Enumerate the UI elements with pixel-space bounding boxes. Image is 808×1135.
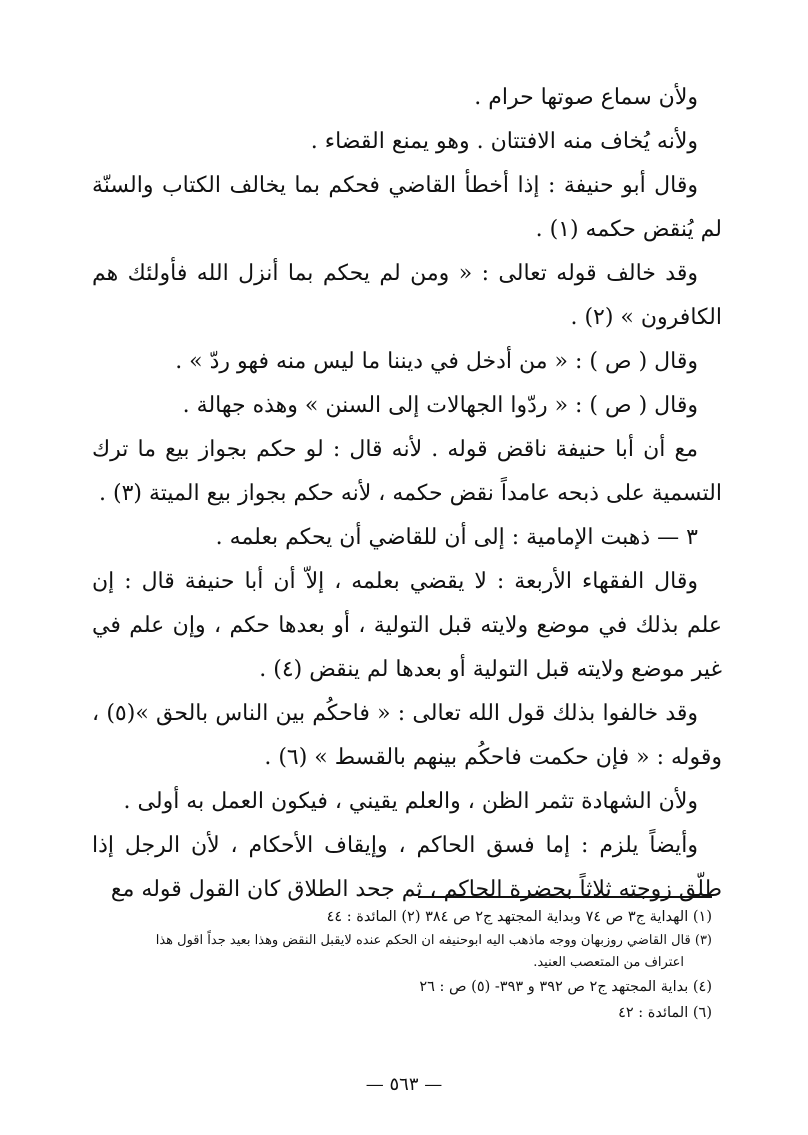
main-text	[92, 76, 722, 912]
footnote-3-continuation: اعتراف من المتعصب العنيد.	[533, 955, 684, 970]
footnote-3: (٣) قال القاضي روزبهان ووجه ماذهب اليه ابوحنيفه ان الحكم عنده لايقبل النقض وهذا بعيد جداً اقول هذا	[155, 933, 712, 948]
page-number: — ٥٦٣ —	[365, 1074, 443, 1095]
paragraph-11: ولأن الشهادة تثمر الظن ، والعلم يقيني ، فيكون العمل به أولى .	[123, 789, 698, 814]
paragraph-1: ولأن سماع صوتها حرام .	[474, 85, 698, 110]
paragraph-5: وقال ( ص ) : « من أدخل في ديننا ما ليس منه فهو ردّ » .	[175, 349, 698, 374]
paragraph-8: ٣ — ذهبت الإمامية : إلى أن للقاضي أن يحكم بعلمه .	[215, 525, 698, 550]
paragraph-9: وقال الفقهاء الأربعة : لا يقضي بعلمه ، إلاّ أن أبا حنيفة قال : إن علم بذلك في موضع ولايته قبل التولية ، أو بعدها حكم ، وإن علم في غير موضع ولايته قبل التولية أو بعدها لم ينقض (٤) .	[92, 569, 722, 682]
footnotes	[92, 904, 712, 1026]
paragraph-3: وقال أبو حنيفة : إذا أخطأ القاضي فحكم بما يخالف الكتاب والسنّة لم يُنقض حكمه (١) .	[92, 173, 722, 242]
paragraph-4: وقد خالف قوله تعالى : « ومن لم يحكم بما أنزل الله فأولئك هم الكافرون » (٢) .	[92, 261, 722, 330]
footnote-4-5: (٤) بداية المجتهد ج٢ ص ٣٩٢ و ٣٩٣- (٥) ص : ٢٦	[419, 979, 712, 995]
paragraph-12: وأيضاً يلزم : إما فسق الحاكم ، وإيقاف الأحكام ، لأن الرجل إذا طلّق زوجته ثلاثاً بحضرة الحاكم ، ثم جحد الطلاق كان القول قوله مع	[92, 833, 722, 902]
paragraph-6: وقال ( ص ) : « ردّوا الجهالات إلى السنن » وهذه جهالة .	[182, 393, 698, 418]
footnote-divider	[418, 896, 712, 898]
paragraph-7: مع أن أبا حنيفة ناقض قوله . لأنه قال : لو حكم بجواز بيع ما ترك التسمية على ذبحه عامداً نقض حكمه ، لأنه حكم بجواز بيع الميتة (٣) .	[92, 437, 722, 506]
footnote-1-2: (١) الهداية ج٣ ص ٧٤ وبداية المجتهد ج٢ ص ٣٨٤ (٢) المائدة : ٤٤	[326, 909, 712, 925]
footnote-6: (٦) المائدة : ٤٢	[618, 1005, 712, 1021]
paragraph-10: وقد خالفوا بذلك قول الله تعالى : « فاحكُم بين الناس بالحق »(٥) ، وقوله : « فإن حكمت فاحكُم بينهم بالقسط » (٦) .	[92, 701, 722, 770]
paragraph-2: ولأنه يُخاف منه الافتتان . وهو يمنع القضاء .	[310, 129, 698, 154]
